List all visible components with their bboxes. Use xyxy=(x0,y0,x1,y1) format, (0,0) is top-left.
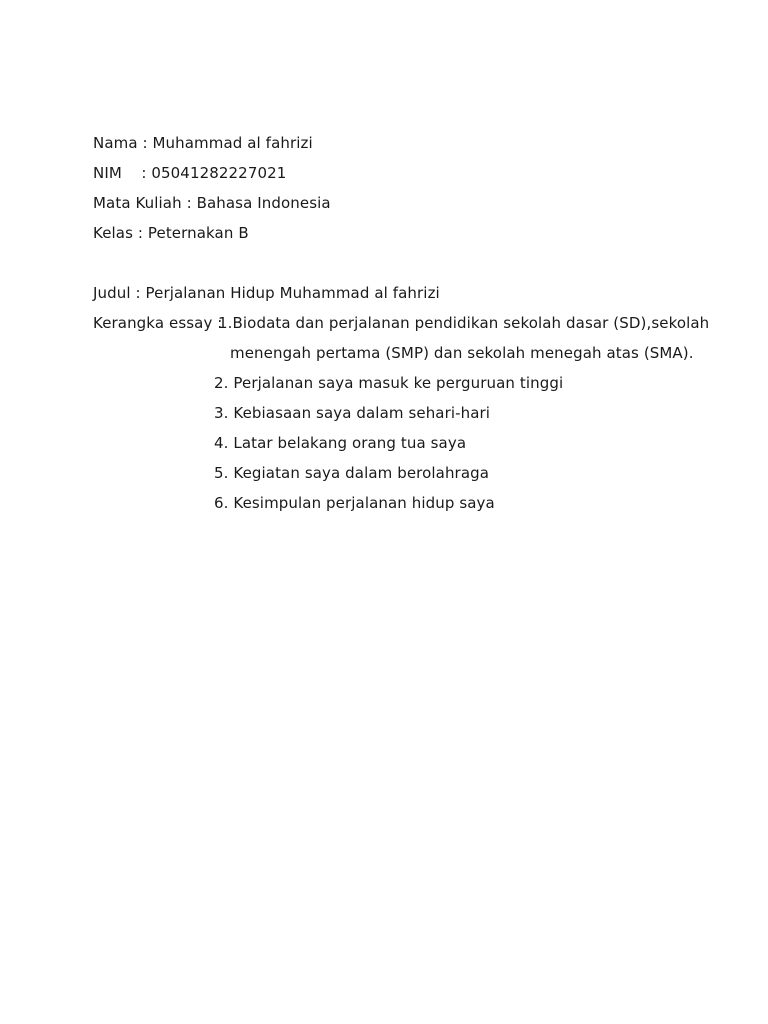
outline-item-2: 2. Perjalanan saya masuk ke perguruan tinggi xyxy=(214,374,564,392)
outline-item-3: 3. Kebiasaan saya dalam sehari-hari xyxy=(214,404,491,422)
judul-line: Judul : Perjalanan Hidup Muhammad al fahrizi xyxy=(93,284,440,302)
outline-item-1: 1.Biodata dan perjalanan pendidikan sekolah dasar (SD),sekolah xyxy=(218,314,710,332)
mata-kuliah-line: Mata Kuliah : Bahasa Indonesia xyxy=(93,194,331,212)
kelas-line: Kelas : Peternakan B xyxy=(93,224,249,242)
kerangka-label: Kerangka essay : xyxy=(93,314,228,332)
nim-line: NIM : 05041282227021 xyxy=(93,164,287,182)
nama-line: Nama : Muhammad al fahrizi xyxy=(93,134,313,152)
outline-item-4: 4. Latar belakang orang tua saya xyxy=(214,434,467,452)
outline-item-5: 5. Kegiatan saya dalam berolahraga xyxy=(214,464,490,482)
outline-item-6: 6. Kesimpulan perjalanan hidup saya xyxy=(214,494,495,512)
outline-item-1-continued: menengah pertama (SMP) dan sekolah menegah atas (SMA). xyxy=(230,344,694,362)
